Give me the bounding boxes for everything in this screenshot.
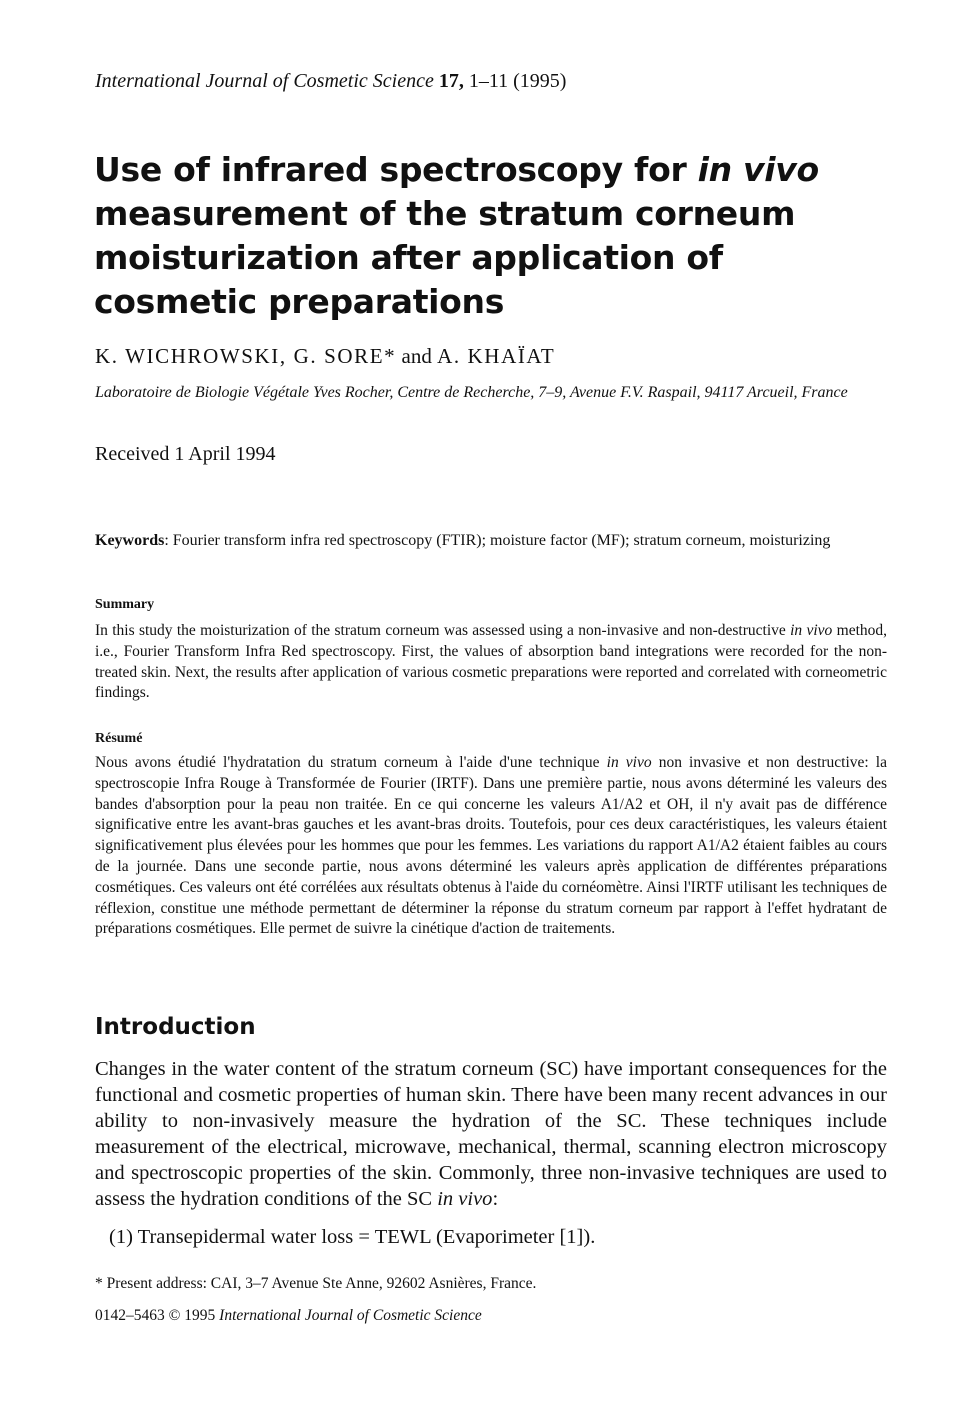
title-part-2: measurement of the stratum corneum moisturization after application of cosmetic preparations — [94, 194, 796, 321]
copyright-journal: International Journal of Cosmetic Science — [219, 1307, 482, 1324]
intro-part-1: Changes in the water content of the stratum corneum (SC) have important consequences for the functional and cosmetic properties of human skin. There have been many recent advances in our ability to non-invasively measure the hydration of the SC. These techniques include measurement of the electrical, microwave, mechanical, thermal, scanning electron microscopy and spectroscopic properties of the skin. Commonly, three non-invasive techniques are used to assess the hydration conditions of the SC — [95, 1058, 887, 1210]
intro-italic: in vivo — [437, 1188, 493, 1210]
keywords-text: : Fourier transform infra red spectroscopy (FTIR); moisture factor (MF); stratum corneum, moisturizing — [164, 532, 831, 549]
journal-pages-year: 1–11 (1995) — [468, 70, 567, 92]
resume-part-2: non invasive et non destructive: la spectroscopie Infra Rouge à Transformée de Fourier (IRTF). Dans une première partie, nous avons déterminé les valeurs des bandes d'absorption pour la peau non traitée. En ce qui concerne les valeurs A1/A2 et OH, il n'y avait pas de différence significative entre les avant-bras gauches et les avant-bras droits. Toutefois, pour ces deux caractéristiques, les valeurs étaient significativement plus élevées pour les hommes que pour les femmes. Les variations du rapport A1/A2 étaient faibles au cours de la journée. Dans une seconde partie, nous avons déterminé les valeurs après application de différentes préparations cosmétiques. Ces valeurs ont été corrélées aux résultats obtenus à l'aide du cornéomètre. Ainsi l'IRTF utilisant les techniques de réflexion, constitue une méthode permettant de déterminer la réponse du stratum corneum par rapport à l'effet hydratant de préparations cosmétiques. Elle permet de suivre la cinétique d'action de traitements. — [95, 754, 887, 938]
introduction-heading: Introduction — [95, 1014, 256, 1040]
keywords-label: Keywords — [95, 532, 165, 549]
affiliation: Laboratoire de Biologie Végétale Yves Rocher, Centre de Recherche, 7–9, Avenue F.V. Raspail, 94117 Arcueil, France — [95, 384, 848, 401]
intro-part-2: : — [492, 1188, 499, 1210]
article-title — [94, 148, 854, 324]
title-italic: in vivo — [697, 150, 819, 189]
footnote: * Present address: CAI, 3–7 Avenue Ste Anne, 92602 Asnières, France. — [95, 1275, 537, 1292]
resume-text — [95, 753, 887, 940]
author-list — [95, 344, 555, 369]
journal-name: International Journal of Cosmetic Science — [95, 70, 434, 92]
resume-part-1: Nous avons étudié l'hydratation du stratum corneum à l'aide d'une technique — [95, 754, 607, 771]
resume-heading: Résumé — [95, 731, 143, 746]
journal-header — [95, 70, 566, 93]
authors-first: K. WICHROWSKI, G. SORE* — [95, 344, 397, 368]
summary-italic: in vivo — [790, 622, 833, 639]
authors-and: and — [396, 344, 438, 368]
title-part-1: Use of infrared spectroscopy for — [94, 150, 698, 189]
received-date: Received 1 April 1994 — [95, 443, 276, 465]
copyright-prefix: 0142–5463 © 1995 — [95, 1307, 220, 1324]
resume-italic: in vivo — [606, 754, 652, 771]
list-item: (1) Transepidermal water loss = TEWL (Evaporimeter [1]). — [109, 1226, 596, 1248]
authors-last: A. KHAÏAT — [437, 344, 556, 368]
journal-volume: 17, — [438, 70, 464, 92]
introduction-paragraph — [95, 1056, 887, 1212]
copyright-line — [95, 1307, 482, 1325]
summary-part-1: In this study the moisturization of the stratum corneum was assessed using a non-invasive and non-destructive — [95, 622, 791, 639]
summary-heading: Summary — [95, 597, 155, 612]
keywords — [95, 530, 887, 551]
summary-text — [95, 621, 887, 704]
summary-part-2: method, i.e., Fourier Transform Infra Red spectroscopy. First, the values of absorption band integrations were recorded for the non-treated skin. Next, the results after application of various cosmetic preparations were reported and correlated with corneometric findings. — [95, 622, 888, 702]
